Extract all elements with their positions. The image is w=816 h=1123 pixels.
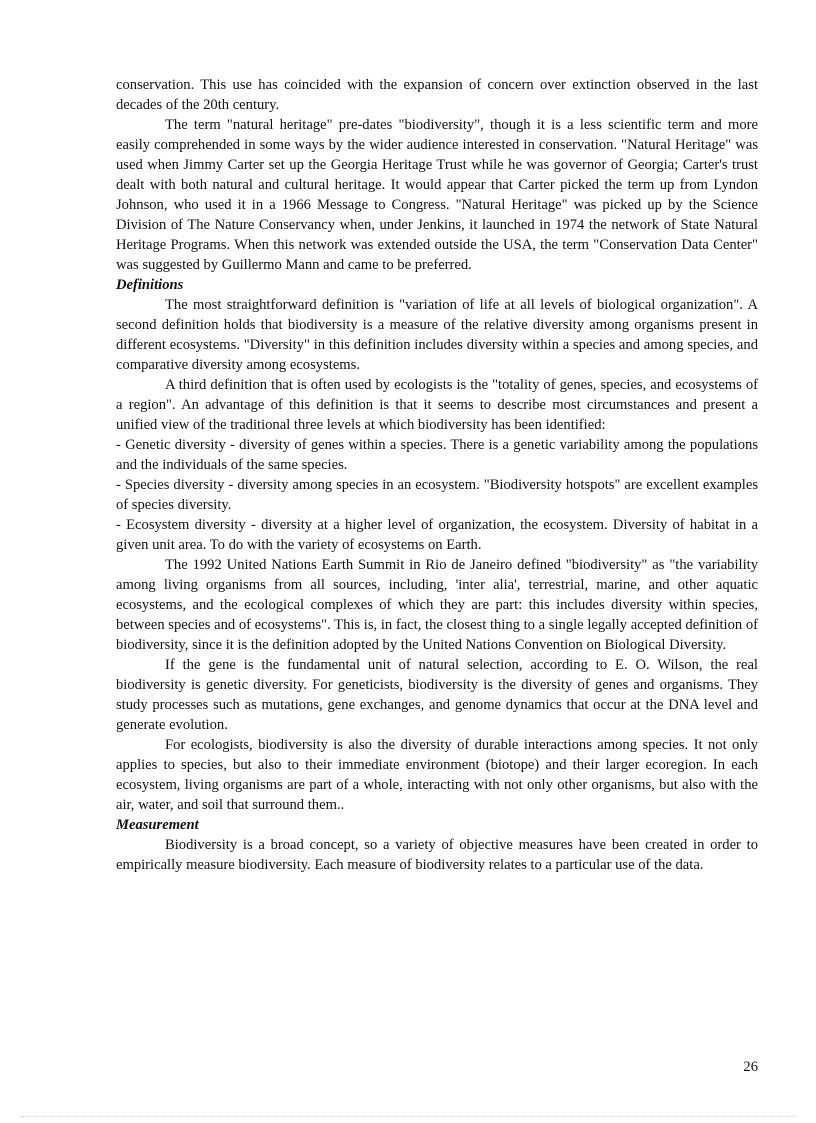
page-body (116, 75, 758, 875)
list-item-genetic-diversity: - Genetic diversity - diversity of genes within a species. There is a genetic variability among the populations and the individuals of the same species. (116, 437, 758, 473)
paragraph-measurement: Biodiversity is a broad concept, so a variety of objective measures have been created in order to empirically measure biodiversity. Each measure of biodiversity relates to a particular use of the data. (116, 837, 758, 873)
page-bottom-divider (20, 1116, 796, 1117)
section-heading-measurement: Measurement (116, 817, 199, 833)
section-heading-definitions: Definitions (116, 277, 184, 293)
paragraph-natural-heritage: The term "natural heritage" pre-dates "biodiversity", though it is a less scientific term and more easily comprehended in some ways by the wider audience interested in conservation. "Natural Heritage" was used when Jimmy Carter set up the Georgia Heritage Trust while he was governor of Georgia; Carter's trust dealt with both natural and cultural heritage. It would appear that Carter picked the term up from Lyndon Johnson, who used it in a 1966 Message to Congress. "Natural Heritage" was picked up by the Science Division of The Nature Conservancy when, under Jenkins, it launched in 1974 the network of State Natural Heritage Programs. When this network was extended outside the USA, the term "Conservation Data Center" was suggested by Guillermo Mann and came to be preferred. (116, 117, 758, 273)
paragraph-geneticists: If the gene is the fundamental unit of natural selection, according to E. O. Wilson, the real biodiversity is genetic diversity. For geneticists, biodiversity is the diversity of genes and organisms. They study processes such as mutations, gene exchanges, and genome dynamics that occur at the DNA level and generate evolution. (116, 657, 758, 733)
list-item-ecosystem-diversity: - Ecosystem diversity - diversity at a higher level of organization, the ecosystem. Diversity of habitat in a given unit area. To do with the variety of ecosystems on Earth. (116, 517, 758, 553)
paragraph-third-definition: A third definition that is often used by ecologists is the "totality of genes, species, and ecosystems of a region". An advantage of this definition is that it seems to describe most circumstances and present a unified view of the traditional three levels at which biodiversity has been identified: (116, 377, 758, 433)
paragraph-earth-summit: The 1992 United Nations Earth Summit in Rio de Janeiro defined "biodiversity" as "the variability among living organisms from all sources, including, 'inter alia', terrestrial, marine, and other aquatic ecosystems, and the ecological complexes of which they are part: this includes diversity within species, between species and of ecosystems". This is, in fact, the closest thing to a single legally accepted definition of biodiversity, since it is the definition adopted by the United Nations Convention on Biological Diversity. (116, 557, 758, 653)
paragraph-first-definition: The most straightforward definition is "variation of life at all levels of biological organization". A second definition holds that biodiversity is a measure of the relative diversity among organisms present in different ecosystems. "Diversity" in this definition includes diversity within a species and among species, and comparative diversity among ecosystems. (116, 297, 758, 373)
paragraph-ecologists: For ecologists, biodiversity is also the diversity of durable interactions among species. It not only applies to species, but also to their immediate environment (biotope) and their larger ecoregion. In each ecosystem, living organisms are part of a whole, interacting with not only other organisms, but also with the air, water, and soil that surround them.. (116, 737, 758, 813)
paragraph-conservation-continued: conservation. This use has coincided with the expansion of concern over extinction observed in the last decades of the 20th century. (116, 77, 758, 113)
list-item-species-diversity: - Species diversity - diversity among species in an ecosystem. "Biodiversity hotspots" are excellent examples of species diversity. (116, 477, 758, 513)
page-number: 26 (743, 1059, 758, 1075)
